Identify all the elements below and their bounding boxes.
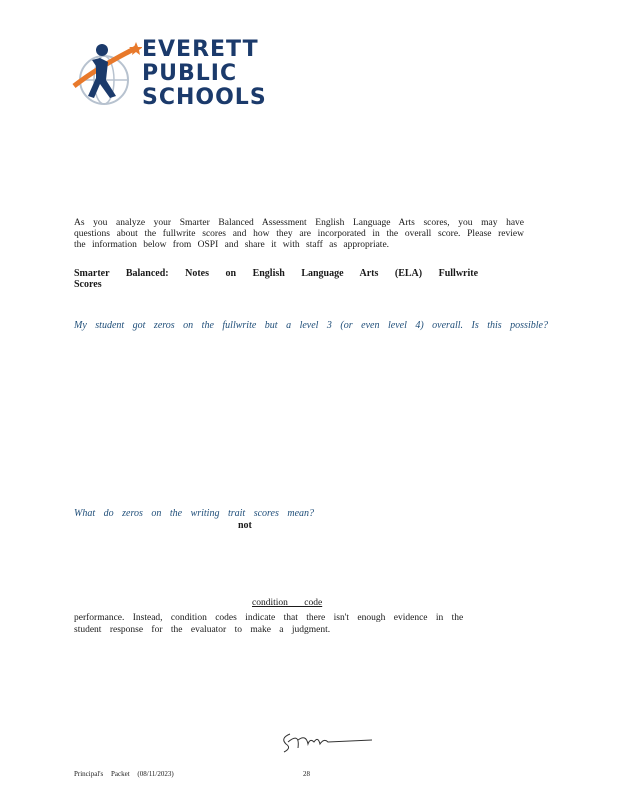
- question-zeros-fullwrite: My student got zeros on the fullwrite but a level 3 (or even level 4) overall. Is this possible?: [74, 320, 548, 331]
- intro-paragraph: As you analyze your Smarter Balanced Assessment English Language Arts scores, you may have questions about the fullwrite scores and how they are incorporated in the overall score. Please review the information below from OSPI and share it with staff as appropriate.: [74, 218, 524, 250]
- signature-icon: [278, 728, 378, 756]
- section-heading: Smarter Balanced: Notes on English Language Arts (ELA) Fullwrite Scores: [74, 268, 479, 290]
- footer-packet-label: Principal's Packet (08/11/2023): [74, 770, 174, 778]
- logo-line-1: EVERETT: [142, 37, 259, 62]
- footer-page-number: 28: [303, 770, 310, 778]
- district-logo: [70, 36, 267, 112]
- globe-runner-icon: [70, 36, 142, 112]
- logo-line-2: PUBLIC: [142, 61, 238, 86]
- emphasis-not: not: [238, 520, 252, 531]
- condition-code-term: condition code: [252, 598, 323, 608]
- logo-wordmark: [142, 38, 267, 110]
- logo-line-3: SCHOOLS: [142, 85, 267, 110]
- condition-codes-paragraph: performance. Instead, condition codes indicate that there isn't enough evidence in the student response for the evaluator to make a judgment.: [74, 613, 464, 635]
- question-zeros-meaning: What do zeros on the writing trait scores mean?: [74, 508, 315, 519]
